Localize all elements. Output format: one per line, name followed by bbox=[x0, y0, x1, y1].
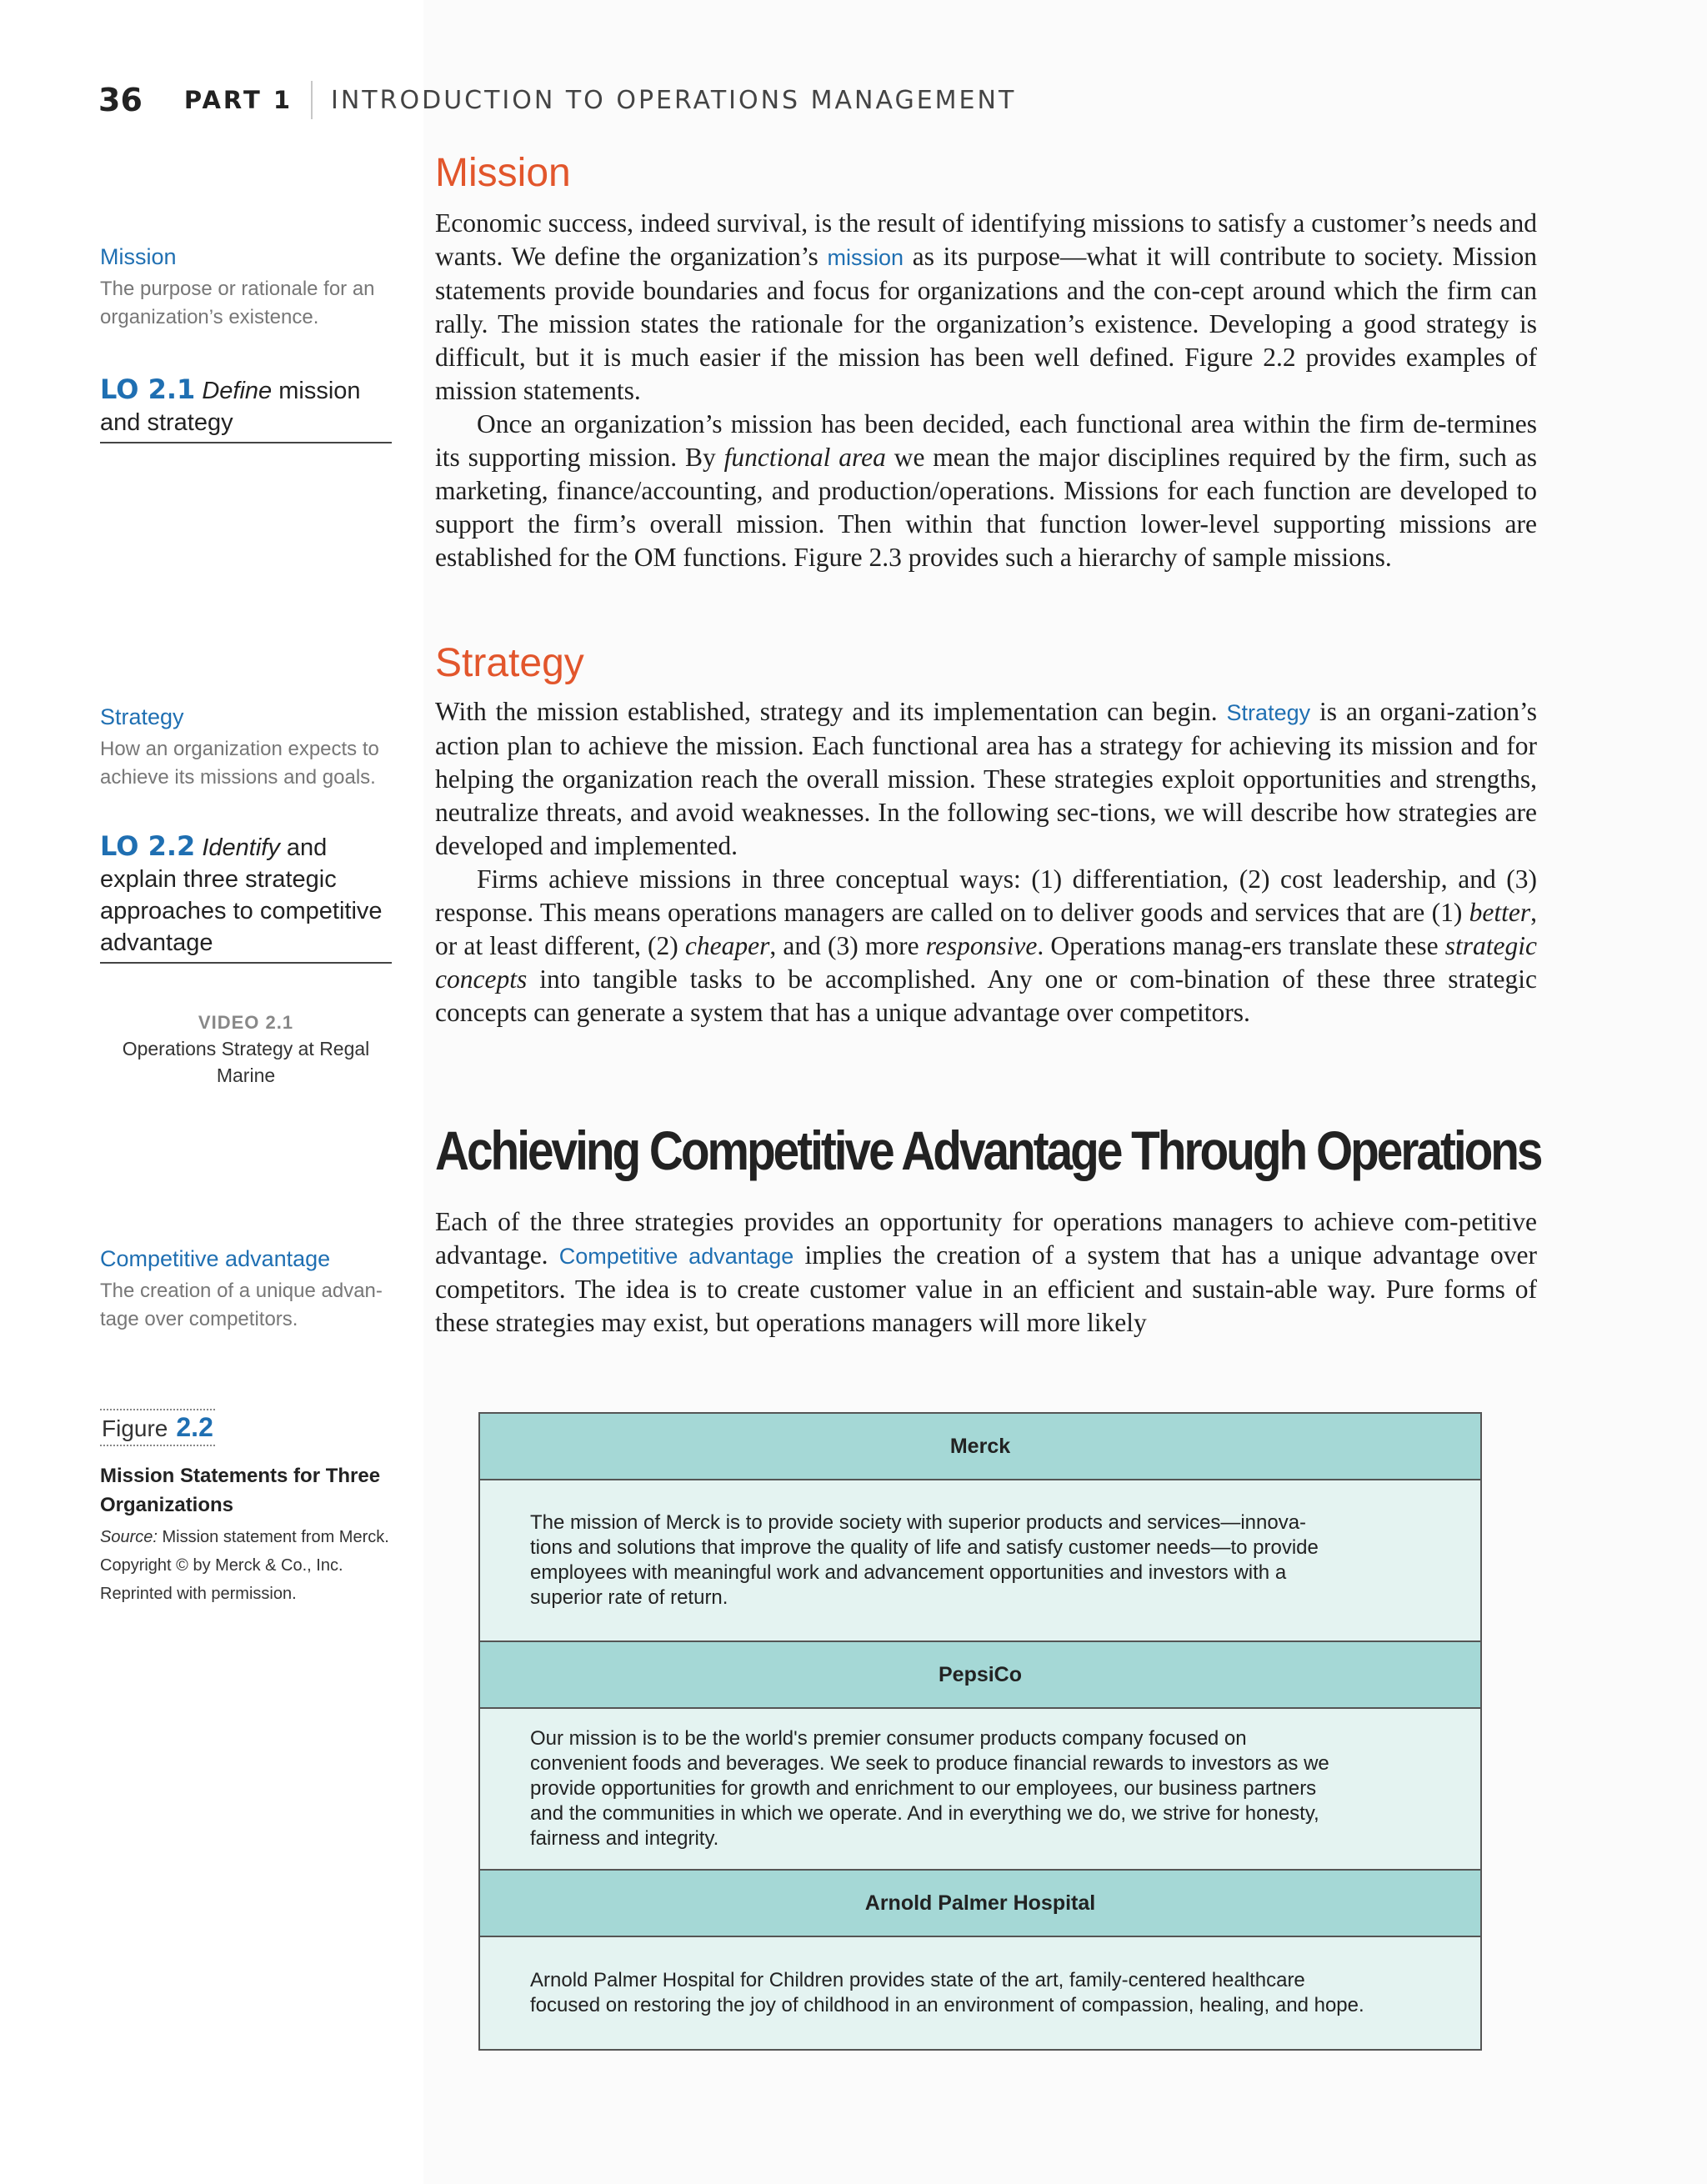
org-header-pepsico: PepsiCo bbox=[480, 1642, 1480, 1709]
glossary-definition: How an organization expects to achieve its missions and goals. bbox=[100, 738, 379, 789]
part-label: PART 1 bbox=[183, 86, 293, 114]
lo-number: LO 2.1 bbox=[100, 373, 196, 405]
competitive-advantage-section bbox=[435, 1117, 1541, 1340]
figure-source-text: Mission statement from Merck. Copyright © by Merck & Co., Inc. Reprinted with permission. bbox=[100, 1528, 389, 1603]
figure-number: 2.2 bbox=[176, 1412, 213, 1442]
running-header bbox=[98, 77, 1016, 123]
figure-mission-statements bbox=[478, 1412, 1482, 2051]
glossary-term: Competitive advantage bbox=[100, 1246, 331, 1271]
keyword-mission[interactable]: mission bbox=[827, 245, 904, 270]
org-statement-merck: The mission of Merck is to provide society with superior products and services—innova- tions and solutions that improve the quality of life and satisfy customer needs—to provide employees with meaningful work and advancement opportunities and investors with a superior rate of return. bbox=[480, 1480, 1480, 1642]
figure-source bbox=[100, 1523, 392, 1608]
org-header-arnold-palmer: Arnold Palmer Hospital bbox=[480, 1871, 1480, 1937]
strategy-paragraph-1: With the mission established, strategy and its implementation can begin. Strategy is an organi-zation’s action plan to achieve the mission. Each functional area has a strategy for achieving its mission and for helping the organization reach the overall mission. These strategies exploit opportunities and strengths, neutralize threats, and avoid weaknesses. In the following sec-tions, we will describe how strategies are developed and implemented. bbox=[435, 697, 1537, 860]
org-statement-arnold-palmer: Arnold Palmer Hospital for Children provides state of the art, family-centered healthcare focused on restoring the joy of childhood in an environment of compassion, healing, and hope. bbox=[480, 1937, 1480, 2049]
learning-objective-2-1 bbox=[100, 373, 392, 443]
figure-caption bbox=[100, 1409, 392, 1608]
glossary-definition: The creation of a unique advan-tage over competitors. bbox=[100, 1280, 383, 1330]
chapter-section-heading: Achieving Competitive Advantage Through Operations bbox=[435, 1120, 1541, 1181]
strategy-paragraph-2: Firms achieve missions in three conceptual ways: (1) differentiation, (2) cost leadership, and (3) response. This means operations managers are called on to deliver goods and services that are (1) better, or at least different, (2) cheaper, and (3) more responsive. Operations manag-ers translate these strategic concepts into tangible tasks to be accomplished. Any one or com-bination of these three strategic concepts can generate a system that has a unique advantage over competitors. bbox=[435, 864, 1537, 1027]
glossary-competitive-advantage bbox=[100, 1244, 392, 1334]
org-statement-pepsico: Our mission is to be the world's premier consumer products company focused on convenient foods and beverages. We seek to produce financial rewards to investors as we provide opportunities for growth and enrichment to our employees, our business partners and the communities in which we operate. And in everything we do, we strive for honesty, fairness and integrity. bbox=[480, 1709, 1480, 1871]
glossary-term: Mission bbox=[100, 244, 177, 269]
part-title: INTRODUCTION TO OPERATIONS MANAGEMENT bbox=[331, 85, 1017, 115]
figure-source-label: Source: bbox=[100, 1528, 158, 1546]
learning-objective-2-2 bbox=[100, 830, 392, 964]
mission-section bbox=[435, 148, 1537, 574]
keyword-strategy[interactable]: Strategy bbox=[1226, 700, 1311, 725]
video-title[interactable]: Operations Strategy at Regal Marine bbox=[122, 1038, 370, 1086]
mission-paragraph-2: Once an organization’s mission has been decided, each functional area within the firm de-termines its supporting mission. By functional area we mean the major disciplines required by the firm, such as marketing, finance/accounting, and production/operations. Missions for each function are developed to support the firm’s overall mission. Then within that function lower-level supporting missions are established for the OM functions. Figure 2.3 provides such a hierarchy of sample missions. bbox=[435, 409, 1538, 572]
lo-verb: Define bbox=[202, 378, 273, 404]
glossary-mission bbox=[100, 242, 392, 332]
competitive-paragraph-1: Each of the three strategies provides an opportunity for operations managers to achieve com-petitive advantage. Competitive advantage implies the creation of a system that has a unique advantage over competitors. The idea is to create customer value in an efficient and sustain-able way. Pure forms of these strategies may exist, but operations managers will more likely bbox=[435, 1207, 1537, 1337]
keyword-competitive-advantage[interactable]: Competitive advantage bbox=[558, 1244, 794, 1269]
figure-word: Figure bbox=[102, 1415, 168, 1441]
figure-label bbox=[100, 1409, 215, 1446]
section-heading-mission: Mission bbox=[435, 151, 571, 195]
header-divider bbox=[311, 81, 313, 119]
figure-title: Mission Statements for Three Organizations bbox=[100, 1465, 381, 1516]
video-reference[interactable] bbox=[100, 1010, 392, 1089]
section-heading-strategy: Strategy bbox=[435, 641, 584, 685]
lo-text: mission and strategy bbox=[100, 378, 361, 436]
lo-text: and explain three strategic approaches to competitive advantage bbox=[100, 834, 383, 956]
video-label: VIDEO 2.1 bbox=[198, 1012, 294, 1033]
glossary-definition: The purpose or rationale for an organization’s existence. bbox=[100, 278, 375, 328]
glossary-term: Strategy bbox=[100, 704, 184, 729]
mission-paragraph-1: Economic success, indeed survival, is the result of identifying missions to satisfy a customer’s needs and wants. We define the organization’s mission as its purpose—what it will contribute to society. Mission statements provide boundaries and focus for organizations and the con-cept around which the firm can rally. The mission states the rationale for the organization’s existence. Developing a good strategy is difficult, but it is much easier if the mission has been well defined. Figure 2.2 provides examples of mission statements. bbox=[435, 208, 1537, 405]
lo-verb: Identify bbox=[202, 834, 280, 861]
page-number: 36 bbox=[98, 82, 143, 118]
strategy-section bbox=[435, 639, 1537, 1029]
org-header-merck: Merck bbox=[480, 1414, 1480, 1480]
lo-number: LO 2.2 bbox=[100, 830, 196, 862]
glossary-strategy bbox=[100, 702, 392, 792]
